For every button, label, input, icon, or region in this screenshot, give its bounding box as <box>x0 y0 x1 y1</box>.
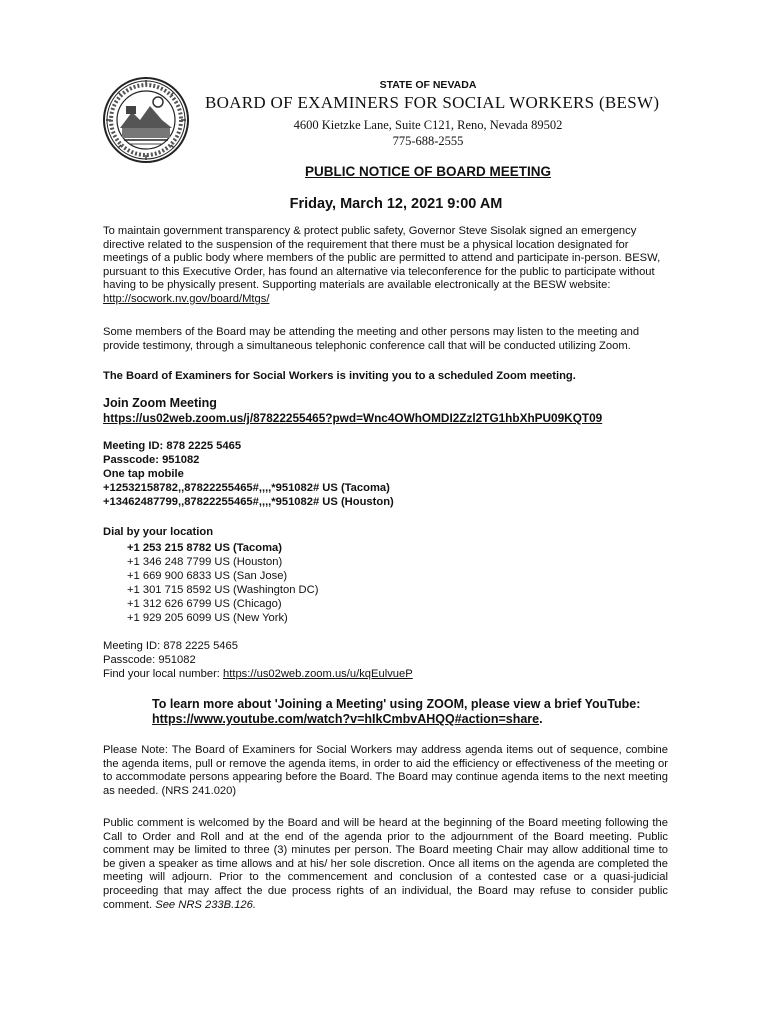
local-number-label: Find your local number: <box>103 668 224 680</box>
dial-number: +1 929 205 6099 US (New York) <box>127 612 288 624</box>
intro-paragraph <box>103 225 668 307</box>
dial-number: +1 669 900 6833 US (San Jose) <box>127 570 288 582</box>
dial-number: +1 346 248 7799 US (Houston) <box>127 556 283 568</box>
members-paragraph: Some members of the Board may be attending the meeting and other persons may listen to the meeting and provide testimony, through a simultaneous telephonic conference call that will be conducted utilizing Zoom. <box>103 326 640 352</box>
public-comment-paragraph <box>103 817 668 912</box>
local-number-line <box>103 668 413 682</box>
intro-text: To maintain government transparency & protect public safety, Governor Steve Sisolak signed an emergency directive related to the suspension of the requirement that there must be a physical location designated for meetings of a public body where members of the public are permitted to attend and participate in-person. BESW, pursuant to this Executive Order, has found an alternative via teleconference for the public to participate without having to be physically present. Supporting materials are available electronically at the BESW website: <box>103 225 661 292</box>
dial-number: +1 312 626 6799 US (Chicago) <box>127 598 282 610</box>
dial-number: +1 253 215 8782 US (Tacoma) <box>127 542 282 554</box>
public-comment-text: Public comment is welcomed by the Board and will be heard at the beginning of the Board meeting following the Call to Order and Roll and at the end of the agenda prior to the adjournment of the Board meeting. Public comment may be limited to three (3) minutes per person. The Board meeting Chair may allow additional time to be given a speaker as time allows and at his/ her sole discretion. Once all items on the agenda are completed the meeting will adjourn. Prior to the commencement and conclusion of a contested case or a quasi-judicial proceeding that may affect the due process rights of an individual, the Board may refuse to consider public comment. <box>103 817 668 911</box>
youtube-text: To learn more about 'Joining a Meeting' using ZOOM, please view a brief YouTube: <box>152 697 641 711</box>
meeting-date: Friday, March 12, 2021 9:00 AM <box>289 196 503 212</box>
local-number-link[interactable]: https://us02web.zoom.us/u/kqEulvueP <box>223 668 413 680</box>
join-zoom-label: Join Zoom Meeting <box>103 396 217 410</box>
youtube-period: . <box>539 712 543 726</box>
board-name: BOARD OF EXAMINERS FOR SOCIAL WORKERS (BESW) <box>205 93 660 112</box>
zoom-join-link[interactable]: https://us02web.zoom.us/j/87822255465?pwd=Wnc4OWhOMDI2Zzl2TG1hbXhPU09KQT09 <box>103 411 603 425</box>
meeting-id-2: Meeting ID: 878 2225 5465 <box>103 640 238 652</box>
invite-paragraph: The Board of Examiners for Social Workers is inviting you to a scheduled Zoom meeting. <box>103 370 576 382</box>
dial-number: +1 301 715 8592 US (Washington DC) <box>127 584 319 596</box>
one-tap-houston[interactable]: +13462487799,,87822255465#,,,,*951082# US (Houston) <box>103 496 394 508</box>
board-phone: 775-688-2555 <box>392 134 464 148</box>
notice-title: PUBLIC NOTICE OF BOARD MEETING <box>305 164 551 179</box>
board-address: 4600 Kietzke Lane, Suite C121, Reno, Nevada 89502 <box>293 118 563 132</box>
besw-website-link[interactable]: http://socwork.nv.gov/board/Mtgs/ <box>103 292 270 305</box>
meeting-id: Meeting ID: 878 2225 5465 <box>103 440 242 452</box>
passcode-2: Passcode: 951082 <box>103 654 196 666</box>
youtube-link[interactable]: https://www.youtube.com/watch?v=hIkCmbvAHQQ#action=share <box>152 712 540 726</box>
please-note-paragraph: Please Note: The Board of Examiners for Social Workers may address agenda items out of sequence, combine the agenda items, pull or remove the agenda items, in order to aid the efficiency or effectiveness of the meeting or to accommodate persons appearing before the Board. The Board may continue agenda items to the next meeting as needed. (NRS 241.020) <box>103 744 668 797</box>
passcode: Passcode: 951082 <box>103 454 200 466</box>
nrs-reference: See NRS 233B.126. <box>155 898 256 911</box>
youtube-block <box>152 697 692 727</box>
dial-label: Dial by your location <box>103 526 214 538</box>
state-heading: STATE OF NEVADA <box>379 79 477 91</box>
one-tap-label: One tap mobile <box>103 468 184 480</box>
one-tap-tacoma[interactable]: +12532158782,,87822255465#,,,,*951082# US (Tacoma) <box>103 482 390 494</box>
